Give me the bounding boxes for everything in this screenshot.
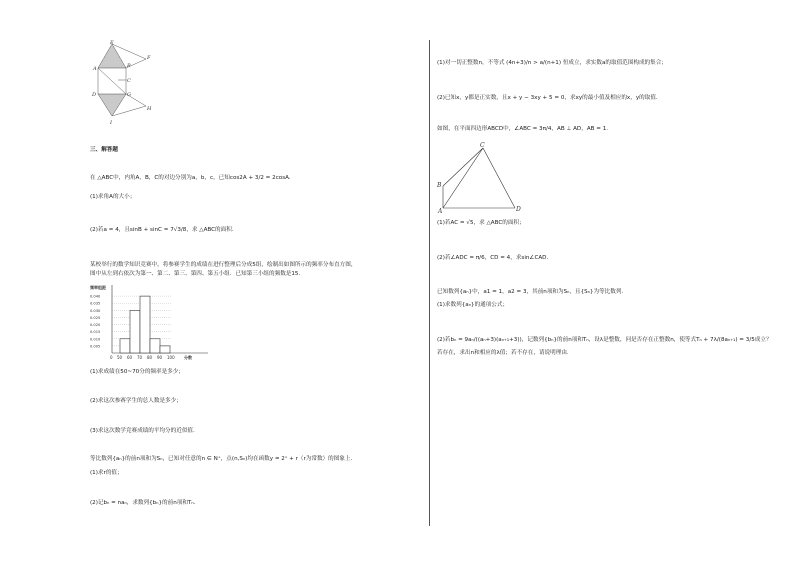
label-g: G [127,92,131,98]
y-tick-label: 0.035 [90,301,101,306]
label-a: A [93,66,97,72]
histogram-bar [120,339,130,353]
label-e: E [110,40,114,46]
section-title: 三、解答题 [90,147,118,153]
x-tick-label: 60 [127,355,133,360]
r-p1: (1)对一切正整数n，不等式 (4n+3)/n > a/(n+1) 恒成立，求实数a的取值范围构成的集合； [437,60,667,66]
p2-q2: (2)求这次参赛学生的总人数是多少； [90,398,182,404]
r-p4-q1: (1)求数列{aₙ}的通项公式； [437,302,509,308]
y-axis-label: 频率组距 [90,285,106,290]
y-tick-label: 0.025 [90,315,101,320]
quadrilateral-figure [434,140,526,214]
histogram-bar [130,310,140,353]
quad-label-c: C [480,142,485,149]
p2-q1: (1)求成绩在50~70分的频率是多少； [90,369,184,375]
label-b: B [127,63,131,69]
label-f: F [147,55,151,61]
y-tick-label: 0.015 [90,330,101,335]
solid-top-shaded [98,44,126,68]
histogram-bar [140,296,150,353]
quad-label-b: B [437,182,442,189]
x-tick-label: 0 [110,355,113,360]
quad-label-d: D [516,206,521,213]
r-p4-q2-line1: (2)若bₙ = 9aₙ/((aₙ+3)(aₙ₊₁+3))，记数列{bₙ}的前n项和Tₙ，设λ是整数，问是否存在正整数n，使等式Tₙ + 7λ/(8aₙ₊₁) = 3/5成立？ [437,337,772,343]
x-tick-label: 100 [167,355,175,360]
y-tick-label: 0.010 [90,337,101,342]
p2-q3: (3)求这次数学竞赛成绩的平均分的近似值. [90,428,195,434]
x-tick-label: 70 [137,355,143,360]
x-tick-label: 90 [157,355,163,360]
x-tick-label: 80 [147,355,153,360]
solid-bottom-shaded [98,94,126,116]
r-p3-q1: (1)若AC = √5，求 △ABC的面积； [437,220,525,226]
p2-stem-line2: 图中从左到右依次为第一、第二、第三、第四、第五小组．已知第三小组的频数是15. [90,271,301,277]
quad-label-a: A [438,208,443,214]
p3-stem: 等比数列{aₙ}的前n项和为Sₙ，已知对任意的n ∈ N⁺，点(n,Sₙ)均在函数y = 2ˣ + r（r为常数）的图象上. [90,456,353,462]
y-tick-label: 0.030 [90,308,101,313]
p1-stem: 在 △ABC中，内角A，B，C的对边分别为a，b，c，已知cos2A + 3/2 = 2cosA. [90,175,291,181]
r-p3-stem: 如图，在平面四边形ABCD中，∠ABC = 3π/4，AB ⊥ AD，AB = 1. [437,126,609,132]
label-i: I [110,120,112,126]
frequency-histogram [88,283,218,363]
x-axis-label: 分数 [184,355,192,360]
r-p3-q2: (2)若∠ADC = π/6，CD = 4，求sin∠CAD. [437,255,549,261]
p2-stem-line1: 某校举行的数学知识竞赛中，将参赛学生的成绩在进行整理后分成5组，绘制出如图所示的频率分布直方图， [90,262,357,268]
y-tick-label: 0.020 [90,323,101,328]
p1-q2: (2)若a = 4，且sinB + sinC = 7√3/8，求 △ABC的面积. [90,227,234,233]
p1-q1: (1)求角A的大小； [90,194,136,200]
r-p4-q2-line2: 若存在，求出n和相应的λ值；若不存在，请说明理由. [437,350,569,356]
x-tick-label: 50 [117,355,123,360]
solid-figure [88,40,156,134]
column-divider [429,40,430,526]
p3-q2: (2)记bₙ = naₙ，求数列{bₙ}的前n项和Tₙ. [90,500,196,506]
y-tick-label: 0.005 [90,344,101,349]
histogram-bar [160,346,170,353]
label-c: C [127,78,131,84]
y-tick-label: 0.040 [90,294,101,299]
label-h: H [147,106,152,112]
r-p2: (2)已知x，y都是正实数，且x + y − 3xy + 5 = 0，求xy的最小值及相应的x，y的取值. [437,95,658,101]
p3-q1: (1)求r的值； [90,470,123,476]
histogram-bar [150,339,160,353]
r-p4-stem: 已知数列{aₙ}中，a1 = 1，a2 = 3，其前n项和为Sₙ，且{Sₙ}为等比数列. [437,289,624,295]
label-d: D [92,92,97,98]
